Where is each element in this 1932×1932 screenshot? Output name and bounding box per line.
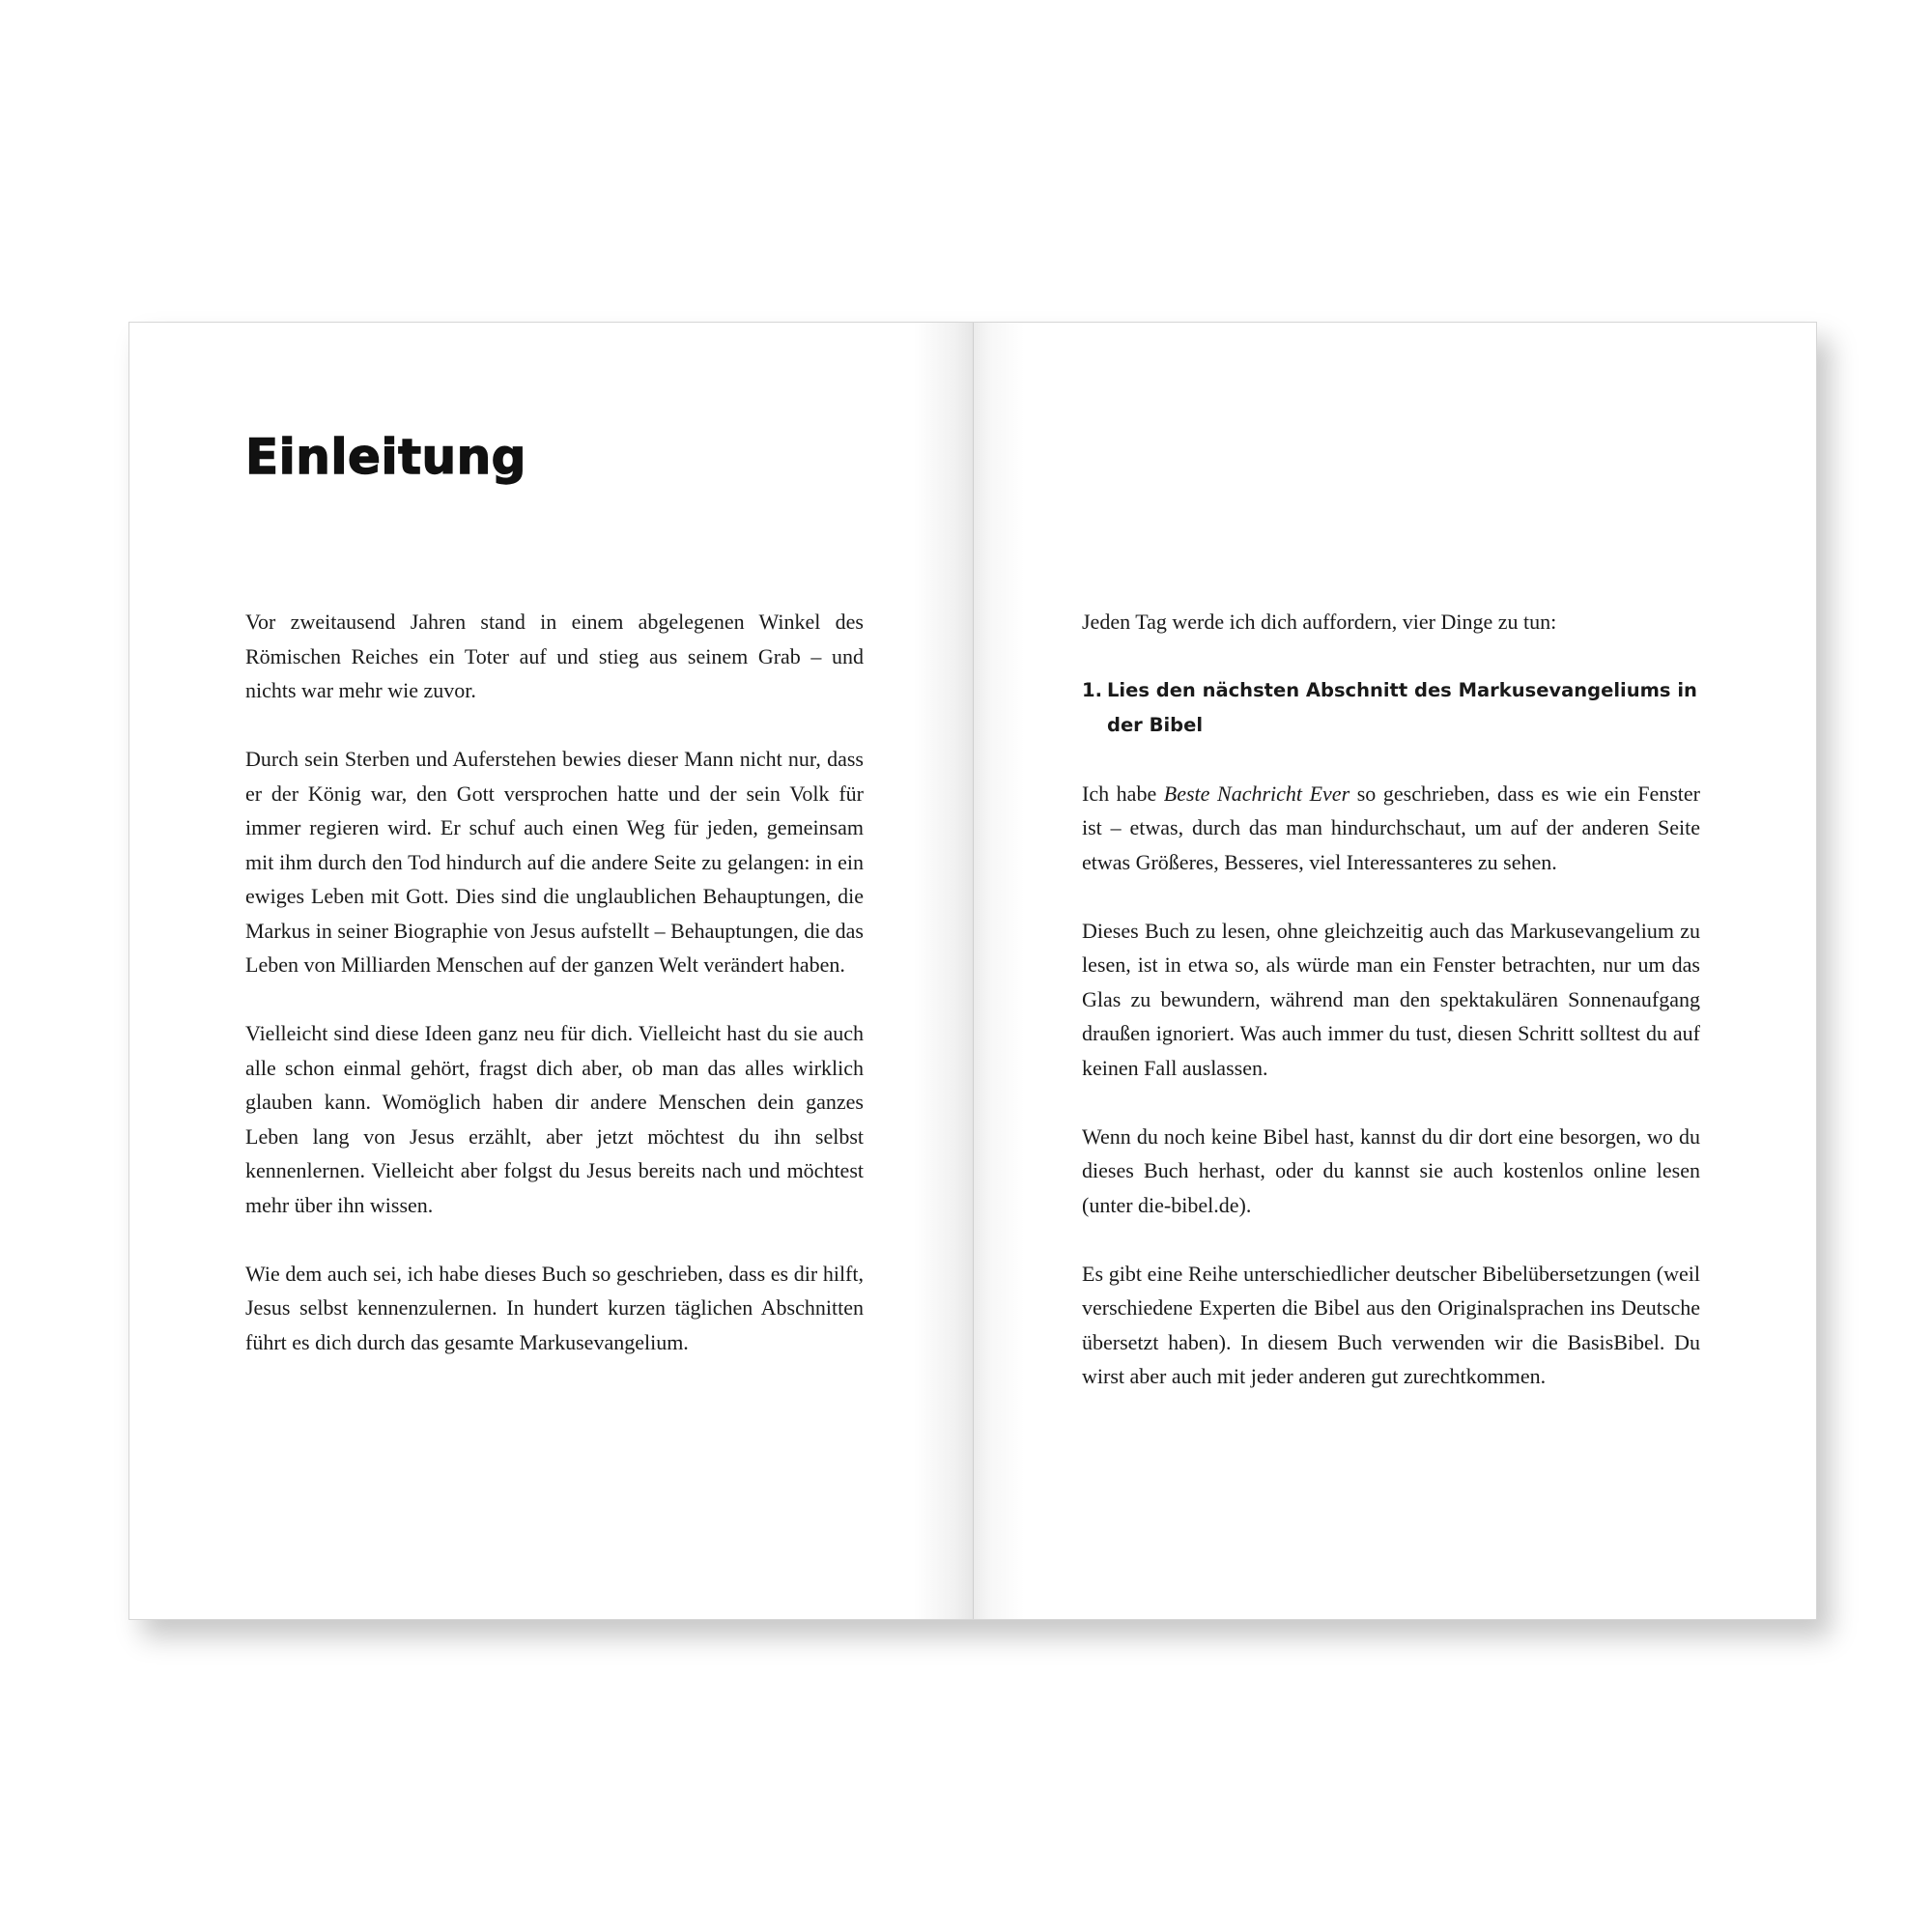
chapter-heading: Einleitung	[245, 429, 526, 485]
book-title-italic: Beste Nachricht Ever	[1163, 781, 1350, 806]
paragraph: Vielleicht sind diese Ideen ganz neu für dich. Vielleicht hast du sie auch alle schon einmal gehört, fragst dich aber, ob man das alles wirklich glauben kann. Womöglich haben dir andere Menschen dein ganzes Leben lang von Jesus erzählt, aber jetzt möchtest du ihn selbst kennenlernen. Vielleicht aber folgst du Jesus bereits nach und möchtest mehr über ihn wissen.	[245, 1021, 864, 1217]
intro-paragraph: Jeden Tag werde ich dich auffordern, vier Dinge zu tun:	[1082, 610, 1557, 634]
left-text-block	[245, 605, 864, 1394]
paragraph: Dieses Buch zu lesen, ohne gleichzeitig auch das Markusevangelium zu lesen, ist in etwa so, als würde man ein Fenster betrachten, nur um das Glas zu bewundern, während man den spektakulären Sonnenaufgang draußen ignoriert. Was auch immer du tust, diesen Schritt solltest du auf keinen Fall auslassen.	[1082, 918, 1700, 1080]
paragraph: Durch sein Sterben und Auferstehen bewies dieser Mann nicht nur, dass er der König war, den Gott versprochen hatte und der sein Volk für immer regieren wird. Er schuf auch einen Weg für jeden, gemeinsam mit ihm durch den Tod hindurch auf die andere Seite zu gelangen: in ein ewiges Leben mit Gott. Dies sind die unglaublichen Behauptungen, die Markus in seiner Biographie von Jesus aufstellt – Behauptungen, die das Leben von Milliarden Menschen auf der ganzen Welt verändert haben.	[245, 747, 864, 977]
paragraph: Es gibt eine Reihe unterschiedlicher deutscher Bibelübersetzungen (weil verschiedene Experten die Bibel aus den Originalsprachen ins Deutsche übersetzt haben). In diesem Buch verwenden wir die BasisBibel. Du wirst aber auch mit jeder anderen gut zurechtkommen.	[1082, 1261, 1700, 1388]
left-page	[129, 323, 973, 1619]
book-spread	[128, 322, 1817, 1620]
paragraph	[1082, 777, 1700, 880]
paragraph: Wenn du noch keine Bibel hast, kannst du dir dort eine besorgen, wo du dieses Buch herhast, oder du kannst sie auch kostenlos online lesen (unter die-bibel.de).	[1082, 1123, 1700, 1217]
paragraph-text: so geschrieben, dass es wie ein Fenster ist – etwas, durch das man hindurchschaut, um auf der anderen Seite etwas Größeres, Besseres, viel Interessanteres zu sehen.	[1082, 781, 1700, 874]
list-item-text: Lies den nächsten Abschnitt des Markusevangeliums in der Bibel	[1107, 679, 1697, 736]
paragraph: Vor zweitausend Jahren stand in einem abgelegenen Winkel des Römischen Reiches ein Toter auf und stieg aus seinem Grab – und nichts war mehr wie zuvor.	[245, 610, 864, 702]
right-text-block	[1082, 605, 1700, 1428]
paragraph: Wie dem auch sei, ich habe dieses Buch so geschrieben, dass es dir hilft, Jesus selbst kennenzulernen. In hundert kurzen täglichen Abschnitten führt es dich durch das gesamte Markusevangelium.	[245, 1261, 864, 1354]
paragraph-text: Ich habe	[1082, 781, 1164, 806]
numbered-list-item	[1082, 673, 1700, 742]
list-number: 1.	[1082, 679, 1102, 701]
right-page	[973, 323, 1816, 1619]
